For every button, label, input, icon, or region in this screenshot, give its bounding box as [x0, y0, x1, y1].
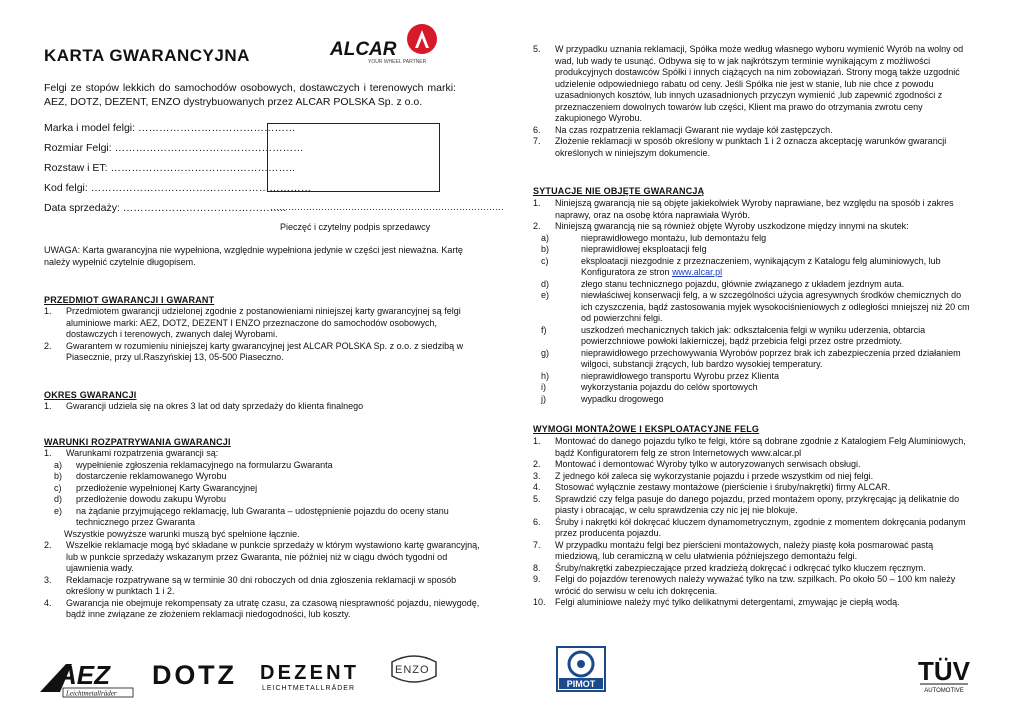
list-item: 4. Stosować wyłącznie zestawy montażowe (pierścienie i śruby/nakrętki) firmy ALCAR. [533, 482, 891, 492]
sub-item: a) wypełnienie zgłoszenia reklamacyjnego na formularzu Gwaranta [54, 459, 333, 470]
sub-item: e) na żądanie przyjmującego reklamację, lub Gwaranta – udostępnienie pojazdu do oceny stanu technicznego przez Gwaranta [54, 505, 449, 527]
sub-item: i) wykorzystania pojazdu do celów sportowych [541, 382, 758, 392]
list-item: 1. Montować do danego pojazdu tylko te felgi, które są dobrane zgodnie z Katalogiem Felg Aluminiowych, bądź Konfiguratorem felg ze stron Internetowych www.alcar.pl [533, 436, 966, 458]
conditions-note: Wszystkie powyższe warunki muszą być spełnione łącznie. [64, 528, 300, 539]
enzo-logo [386, 652, 442, 686]
list-item: 10. Felgi aluminiowe należy myć tylko delikatnymi detergentami, zmywając je ciepłą wodą. [533, 597, 900, 607]
enzo-logo-text: ENZO [395, 664, 430, 676]
field-rim-size[interactable]: Rozmiar Felgi: ……………………………………………… [44, 142, 304, 154]
signature-line: …………………………………………………………………… [270, 202, 504, 212]
list-item: 7. W przypadku montażu felgi bez pierścieni montażowych, należy piastę koła posmarować pastą miedziową, lub ceramiczną w celu ułatwienia późniejszego demontażu felgi. [533, 539, 934, 561]
sub-item: b) nieprawidłowej eksploatacji felg [541, 244, 707, 254]
sub-item: e) niewłaściwej konserwacji felg, a w szczególności użycia agresywnych środków chemicznych do ich czyszczenia, bądź zastosowania myjek wysokociśnieniowych z odległości mniejszej niż 20 cm od powierzchni felgi. [541, 290, 970, 323]
list-item: 2. Wszelkie reklamacje mogą być składane w punkcie sprzedaży w którym wystawiono kartę gwarancyjną, lub w punkcie sprzedaży wskazanym przez Gwaranta, nie później niż w ciągu dwóch tygodni od ujawnienia wady. [44, 540, 480, 573]
field-rim-code[interactable]: Kod felgi: ……………………………………………………… [44, 182, 312, 194]
list-item: 3. Reklamacje rozpatrywane są w terminie 30 dni roboczych od dnia zgłoszenia reklamacji w sposób określony w punktach 1 i 2. [44, 574, 457, 596]
section-title-conditions: WARUNKI ROZPATRYWANIA GWARANCJI [44, 437, 231, 447]
sub-item: a) nieprawidłowego montażu, lub demontażu felg [541, 232, 767, 243]
pimot-logo-text: PIMOT [566, 679, 596, 689]
stamp-box [267, 123, 440, 192]
field-sale-date[interactable]: Data sprzedaży: ……………………………………….. [44, 202, 287, 214]
section-requirements-list [533, 436, 975, 609]
warning-text: UWAGA: Karta gwarancyjna nie wypełniona, względnie wypełniona jedynie w części jest nieważna. Kartę należy wypełnić czytelnie długopisem. [44, 245, 463, 267]
list-item: 6. Na czas rozpatrzenia reklamacji Gwarant nie wydaje kół zastępczych. [533, 124, 833, 135]
list-item: 4. Gwarancja nie obejmuje rekompensaty za utratę czasu, za czasową niesprawność pojazdu, niewygodę, bądź inne związane ze złożeniem reklamacji niedogodności, lub koszty. [44, 597, 480, 619]
pimot-logo [556, 646, 606, 692]
list-item: 5. W przypadku uznania reklamacji, Spółka może według własnego wyboru wymienić Wyrób na wolny od wad, lub wady te usunąć. Odbywa się to w jak najkrótszym terminie wynikającym z możliwości produkcyjnych dostawców Spółki i innych ciążących na nim zobowiązań. Strony mogą także uzgodnić udzielenie odpowiedniego rabatu od ceny. Jeśli Spółka nie jest w stanie, lub nie chce z powodu uzasadnionych kosztów, lub innych uzasadnionych przyczyn wymienić ,lub zapewnić zgodności z przeznaczeniem dowolnych towarów lub części, Klient ma prawo do otrzymania zwrotu ceny zakupionego Wyrobu. [533, 44, 964, 123]
list-item: 1. Gwarancji udziela się na okres 3 lat od daty sprzedaży do klienta finalnego [44, 401, 364, 411]
tuv-logo-text: TÜV [918, 656, 970, 686]
tuv-logo-sub: AUTOMOTIVE [924, 688, 964, 694]
list-item: 2. Gwarantem w rozumieniu niniejszej karty gwarancyjnej jest ALCAR POLSKA Sp. z o.o. z siedzibą w Piasecznie, przy ul.Raszyńskiej 13, 05-500 Piaseczno. [44, 340, 464, 362]
sub-item: g) nieprawidłowego przechowywania Wyrobów poprzez brak ich zabezpieczenia przed działaniem wilgoci, substancji żrących, lub bardzo wysokiej temperatury. [541, 347, 961, 369]
dezent-logo-sub: LEICHTMETALLRÄDER [262, 685, 354, 692]
list-item: 2. Montować i demontować Wyroby tylko w autoryzowanych serwisach obsługi. [533, 459, 861, 469]
dotz-logo-text: DOTZ [152, 660, 234, 688]
list-item: 5. Sprawdzić czy felga pasuje do danego pojazdu, przed montażem opony, przykręcając ją delikatnie do piasty i obracając, w celu sprawdzenia czy nic jej nie blokuje. [533, 493, 960, 515]
sub-item: j) wypadku drogowego [541, 393, 664, 404]
section-title-requirements: WYMOGI MONTAŻOWE I EKSPLOATACYJNE FELG [533, 424, 760, 434]
section-subject-list [44, 306, 480, 364]
section-title-subject: PRZEDMIOT GWARANCJI I GWARANT [44, 295, 215, 305]
aez-logo-sub: Leichtmetallräder [66, 689, 117, 698]
list-item: 1. Warunkami rozpatrzenia gwarancji są: [44, 448, 219, 458]
alcar-logo-text: ALCAR [330, 39, 397, 60]
dezent-logo-text: DEZENT [260, 662, 356, 684]
list-item: 2. Niniejszą gwarancją nie są również objęte Wyroby uszkodzone między innymi na skutek: [533, 221, 909, 231]
dotz-logo [150, 660, 236, 688]
section-title-exclusions: SYTUACJE NIE OBJĘTE GWARANCJĄ [533, 186, 705, 196]
sub-item: d) przedłożenie dowodu zakupu Wyrobu [54, 494, 227, 504]
field-pcd-et[interactable]: Rozstaw i ET: …………………………………………….. [44, 162, 295, 174]
sub-item: c) eksploatacji niezgodnie z przeznaczeniem, wynikającym z Katalogu felg aluminiowych, lub Konfiguratora ze stron www.alcar.pl [541, 255, 941, 277]
dezent-logo [258, 660, 358, 692]
intro-text: Felgi ze stopów lekkich do samochodów osobowych, dostawczych i terenowych marki: AEZ, DOTZ, DEZENT, ENZO dystrybuowanych przez ALCAR POLSKA Sp. z o.o. [44, 82, 456, 108]
list-item: 9. Felgi do pojazdów terenowych należy wyważać tylko na tzw. szpilkach. Po około 50 – 100 km należy wrócić do serwisu w celu ich dokręcenia. [533, 574, 956, 596]
sub-item: d) złego stanu technicznego pojazdu, głównie związanego z układem jezdnym auta. [541, 278, 905, 289]
section-period-list [44, 401, 480, 413]
tuv-logo [914, 652, 974, 694]
alcar-logo [328, 22, 438, 64]
sub-item: c) przedłożenie wypełnionej Karty Gwarancyjnej [54, 482, 258, 493]
alcar-website-link[interactable]: www.alcar.pl [672, 267, 723, 277]
section-title-period: OKRES GWARANCJI [44, 390, 137, 400]
list-item: 1. Przedmiotem gwarancji udzielonej zgodnie z postanowieniami niniejszej karty gwarancyjnej są felgi aluminiowe marki: AEZ, DOTZ, DEZENT I ENZO przeznaczone do samochodów osobowych, dostawczych i terenowych, zwanych dalej Wyrobami. [44, 306, 461, 339]
sub-item: b) dostarczenie reklamowanego Wyrobu [54, 471, 227, 481]
list-item: 6. Śruby i nakrętki kół dokręcać kluczem dynamometrycznym, zgodnie z momentem dokręcania podanym przez producenta pojazdu. [533, 516, 966, 538]
list-item: 3. Z jednego kół zaleca się wykorzystanie pojazdu i przede wszystkim od niej felgi. [533, 470, 874, 481]
aez-logo-text: AEZ [58, 660, 110, 690]
sub-item: h) nieprawidłowego transportu Wyrobu przez Klienta [541, 370, 780, 381]
alcar-tagline: YOUR WHEEL PARTNER [368, 59, 427, 64]
page-title: KARTA GWARANCYJNA [44, 46, 250, 65]
list-item: 7. Złożenie reklamacji w sposób określony w punktach 1 i 2 oznacza akceptację warunków gwarancji określonych w niniejszym dokumencie. [533, 136, 947, 158]
aez-logo [36, 658, 136, 698]
list-item: 1. Niniejszą gwarancją nie są objęte jakiekolwiek Wyroby naprawiane, bez względu na sposób i zakres naprawy, oraz na osobę która naprawiała Wyrób. [533, 198, 954, 220]
section-continued-list [533, 44, 973, 159]
stamp-caption: Pieczęć i czytelny podpis sprzedawcy [280, 222, 431, 232]
list-item: 8. Śruby/nakrętki zabezpieczające przed kradzieżą dokręcać i odkręcać tylko kluczem ręcznym. [533, 562, 926, 573]
section-conditions-list [44, 448, 480, 621]
sub-item: f) uszkodzeń mechanicznych takich jak: odkształcenia felgi w wyniku uderzenia, obtarcia powierzchniowe powłoki lakierniczej, bądź przebicia felgi przez ostre przedmioty. [541, 324, 926, 346]
section-exclusions-list [533, 198, 975, 405]
field-brand-model[interactable]: Marka i model felgi: ……………………………………… [44, 122, 296, 134]
